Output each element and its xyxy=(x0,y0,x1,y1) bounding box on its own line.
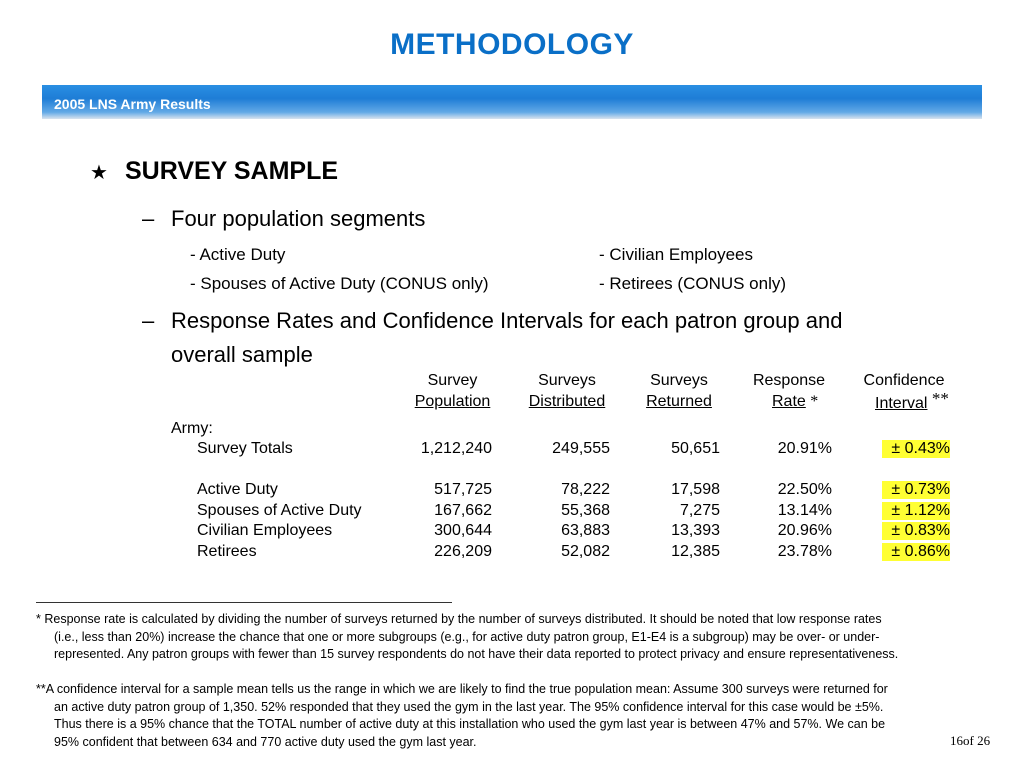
segment-active-duty: - Active Duty xyxy=(190,245,286,264)
cell-population: 1,212,240 xyxy=(420,440,492,457)
footnote1-line1: * Response rate is calculated by dividing the number of surveys returned by the number of surveys distributed. It should be noted that low response rates xyxy=(36,612,882,626)
segment-civilian: - Civilian Employees xyxy=(599,245,753,264)
cell-rate: 20.91% xyxy=(777,440,832,457)
header-banner xyxy=(42,85,982,119)
cell-distributed: 52,082 xyxy=(561,543,610,560)
header-ci-mark: ** xyxy=(931,389,949,408)
bullet-response-rates-line2: overall sample xyxy=(171,342,313,367)
header-population-bottom: Population xyxy=(414,393,491,410)
banner-text: 2005 LNS Army Results xyxy=(54,96,211,112)
footnote2-line3: Thus there is a 95% chance that the TOTAL number of active duty at this installation who used the gym last year is between 47% and 57%. We can be xyxy=(54,717,886,731)
section-title: SURVEY SAMPLE xyxy=(125,157,339,185)
cell-ci-highlight: ± 1.12% xyxy=(882,502,950,520)
header-ci-top: Confidence xyxy=(863,372,945,389)
bullet-response-rates-line1: Response Rates and Confidence Intervals for each patron group and xyxy=(171,308,843,333)
cell-population: 226,209 xyxy=(434,543,492,560)
cell-population: 167,662 xyxy=(434,502,492,519)
cell-rate: 23.78% xyxy=(777,543,832,560)
cell-population: 300,644 xyxy=(434,522,492,539)
footnote2-line2: an active duty patron group of 1,350. 52% responded that they used the gym in the last year. The 95% confidence interval for this case would be ±5%. xyxy=(54,699,884,714)
page-number: 16of 26 xyxy=(950,733,991,748)
footnote1-line2: (i.e., less than 20%) increase the chance that one or more subgroups (e.g., for active duty patron group, E1-E4 is a subgroup) may be over- or under- xyxy=(54,629,880,644)
cell-population: 517,725 xyxy=(434,481,492,498)
dash-bullet-icon: – xyxy=(142,308,155,333)
row-label: Survey Totals xyxy=(197,440,293,457)
cell-returned: 50,651 xyxy=(671,440,720,457)
cell-ci-highlight: ± 0.43% xyxy=(882,440,950,458)
header-rate-mark: * xyxy=(810,393,819,410)
cell-ci-highlight: ± 0.73% xyxy=(882,481,950,499)
cell-distributed: 55,368 xyxy=(561,502,610,519)
bullet-four-segments: Four population segments xyxy=(171,206,426,231)
header-distributed-top: Surveys xyxy=(538,372,596,389)
footnote-response-rate xyxy=(36,611,1020,664)
row-label: Active Duty xyxy=(197,481,278,498)
segment-retirees: - Retirees (CONUS only) xyxy=(599,274,787,293)
footnote-divider xyxy=(36,602,452,603)
segment-spouses: - Spouses of Active Duty (CONUS only) xyxy=(190,274,489,293)
cell-distributed: 249,555 xyxy=(552,440,610,457)
cell-returned: 12,385 xyxy=(671,543,720,560)
footnote1-line3: represented. Any patron groups with fewer than 15 survey respondents do not have their data reported to protect privacy and ensure representativeness. xyxy=(54,647,899,661)
header-rate-top: Response xyxy=(752,372,826,389)
header-returned-top: Surveys xyxy=(650,372,708,389)
cell-ci-highlight: ± 0.83% xyxy=(882,522,950,540)
header-rate-bottom-wrap xyxy=(772,393,818,411)
cell-returned: 7,275 xyxy=(679,502,720,519)
cell-distributed: 63,883 xyxy=(561,522,610,539)
header-ci-bottom: Interval xyxy=(875,395,928,412)
header-population-top: Survey xyxy=(427,372,478,389)
cell-rate: 20.96% xyxy=(777,522,832,539)
cell-returned: 17,598 xyxy=(671,481,720,498)
header-ci-bottom-wrap xyxy=(875,389,949,413)
cell-rate: 22.50% xyxy=(777,481,832,498)
footnote-confidence-interval xyxy=(36,681,1020,751)
header-returned-bottom: Returned xyxy=(646,393,712,410)
group-label: Army: xyxy=(171,420,213,437)
footnote2-line1: **A confidence interval for a sample mean tells us the range in which we are likely to find the true population mean: Assume 300 surveys were returned for xyxy=(36,682,888,696)
page-title: METHODOLOGY xyxy=(390,28,634,61)
cell-distributed: 78,222 xyxy=(561,481,610,498)
row-label: Spouses of Active Duty xyxy=(197,502,362,519)
header-rate-bottom: Rate xyxy=(772,393,806,410)
row-label: Retirees xyxy=(197,543,257,560)
star-bullet-icon: ★ xyxy=(90,160,108,184)
header-distributed-bottom: Distributed xyxy=(528,393,606,410)
row-label: Civilian Employees xyxy=(197,522,333,539)
dash-bullet-icon: – xyxy=(142,206,155,231)
footnote2-line4: 95% confident that between 634 and 770 active duty used the gym last year. xyxy=(54,734,477,749)
cell-rate: 13.14% xyxy=(777,502,832,519)
cell-ci-highlight: ± 0.86% xyxy=(882,543,950,561)
cell-returned: 13,393 xyxy=(671,522,720,539)
